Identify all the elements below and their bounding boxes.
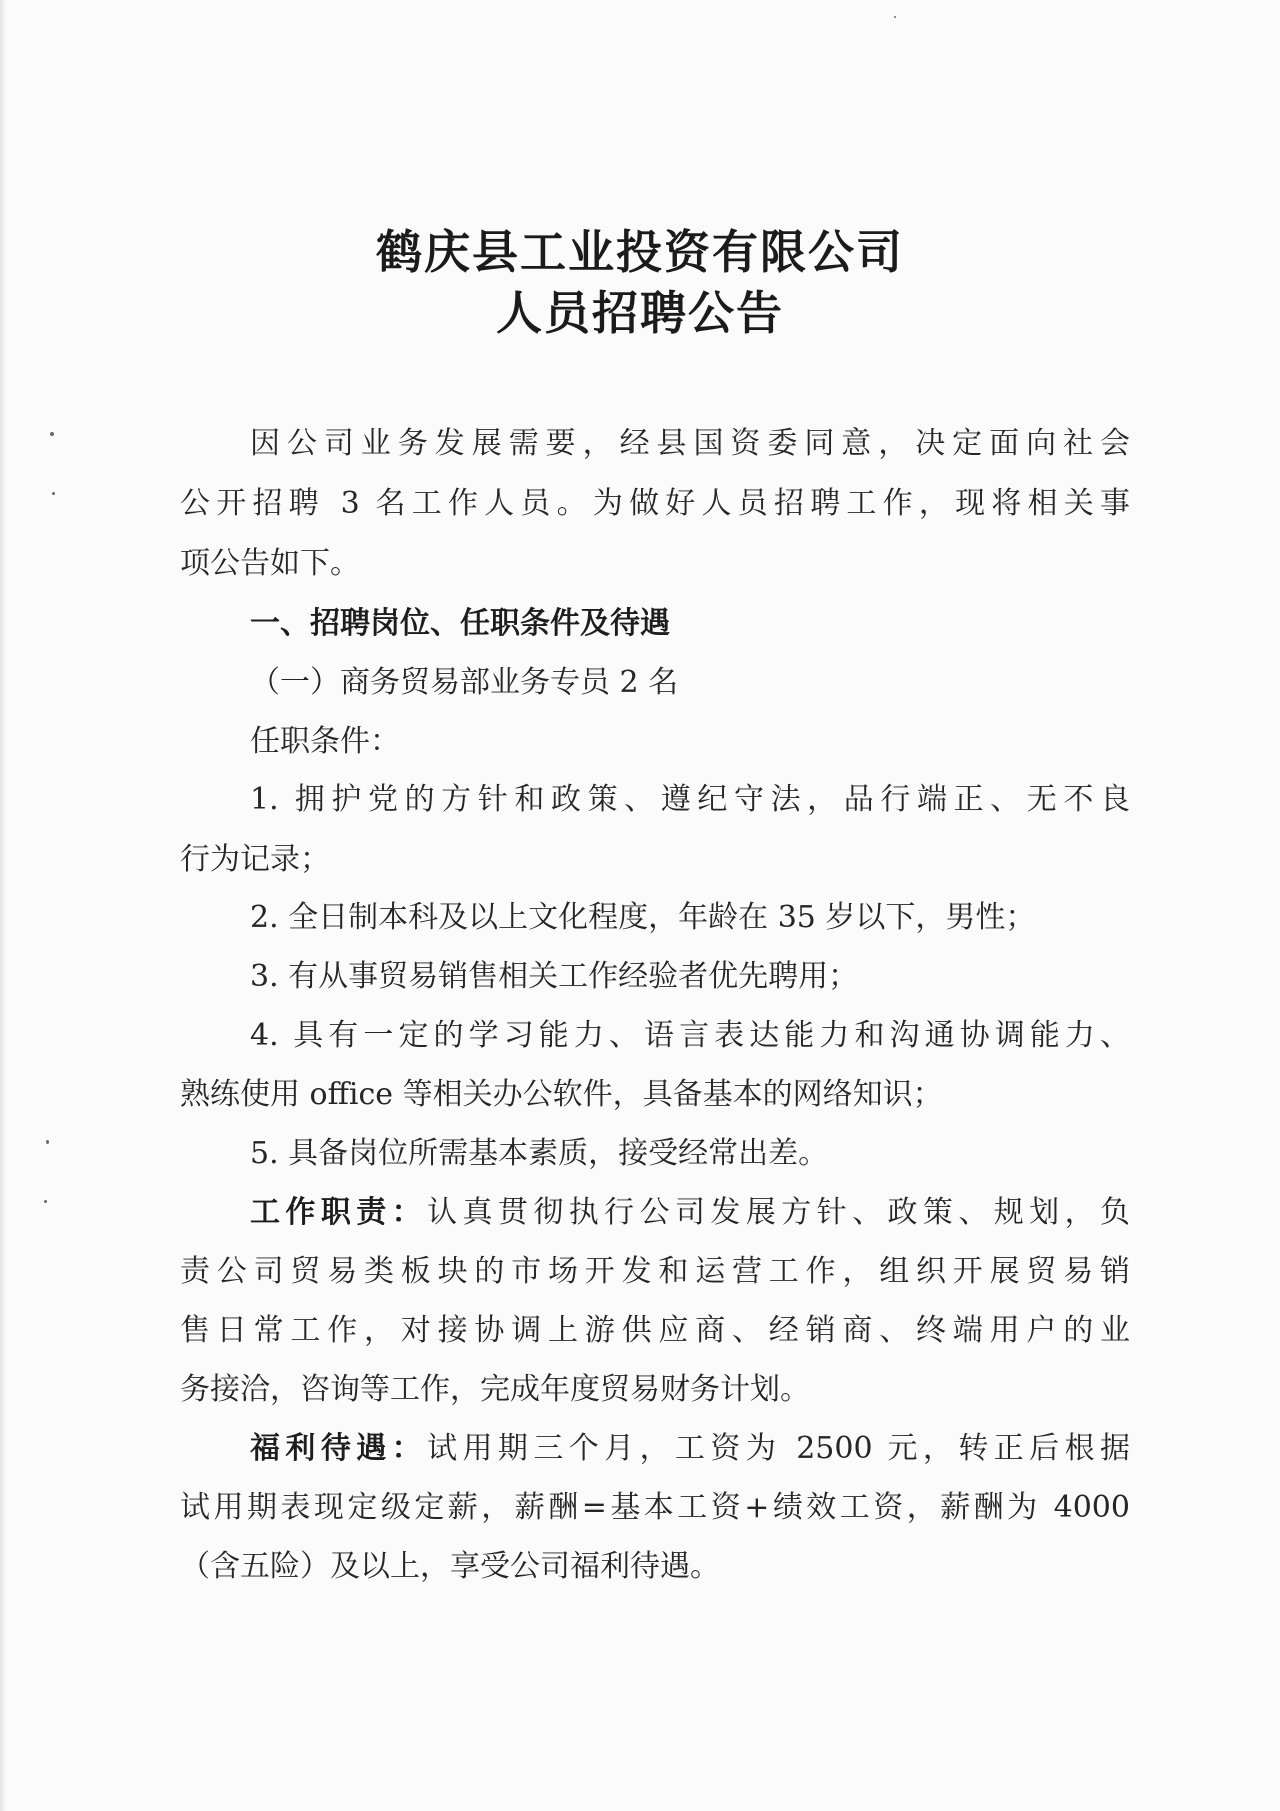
- section-heading: 一、招聘岗位、任职条件及待遇: [250, 606, 670, 641]
- duties-paragraph-line-1: [250, 1193, 1130, 1233]
- benefits-line-2: 试用期表现定级定薪，薪酬=基本工资+绩效工资，薪酬为 4000: [180, 1490, 1130, 1525]
- qualification-item-4-cont: 熟练使用 office 等相关办公软件，具备基本的网络知识；: [180, 1077, 943, 1112]
- benefits-text: 试用期三个月，工资为 2500 元，转正后根据: [427, 1431, 1131, 1466]
- qualification-item-1-cont: 行为记录；: [180, 842, 330, 877]
- duties-label: 工作职责：: [250, 1195, 428, 1230]
- duties-line-2: 责公司贸易类板块的市场开发和运营工作，组织开展贸易销: [180, 1254, 1130, 1289]
- benefits-label: 福利待遇：: [250, 1431, 428, 1466]
- benefits-paragraph-line-1: [250, 1429, 1130, 1469]
- intro-line-1: 因公司业务发展需要，经县国资委同意，决定面向社会: [250, 426, 1130, 461]
- document-title: 鹤庆县工业投资有限公司: [376, 225, 904, 279]
- scan-speck: [894, 16, 896, 18]
- duties-line-4: 务接洽，咨询等工作，完成年度贸易财务计划。: [180, 1372, 810, 1407]
- duties-text: 认真贯彻执行公司发展方针、政策、规划，负: [427, 1195, 1131, 1230]
- scan-speck: [52, 492, 55, 495]
- duties-line-3: 售日常工作，对接协调上游供应商、经销商、终端用户的业: [180, 1313, 1130, 1348]
- scan-speck: [50, 432, 54, 436]
- intro-line-3: 项公告如下。: [180, 546, 360, 581]
- intro-line-2: 公开招聘 3 名工作人员。为做好人员招聘工作，现将相关事: [180, 486, 1130, 521]
- scan-speck: [44, 1200, 47, 1203]
- qualification-item-3: 3. 有从事贸易销售相关工作经验者优先聘用；: [250, 959, 859, 994]
- benefits-line-3: （含五险）及以上，享受公司福利待遇。: [180, 1549, 720, 1584]
- qualification-item-5: 5. 具备岗位所需基本素质，接受经常出差。: [250, 1136, 829, 1171]
- qualification-item-2: 2. 全日制本科及以上文化程度，年龄在 35 岁以下，男性；: [250, 900, 1036, 935]
- position-heading: （一）商务贸易部业务专员 2 名: [250, 665, 679, 700]
- qualification-item-1: 1. 拥护党的方针和政策、遵纪守法，品行端正、无不良: [250, 782, 1130, 817]
- document-subtitle: 人员招聘公告: [496, 286, 784, 340]
- qualification-item-4: 4. 具有一定的学习能力、语言表达能力和沟通协调能力、: [250, 1018, 1130, 1053]
- qualifications-label: 任职条件：: [250, 724, 400, 759]
- scan-speck: [46, 1140, 49, 1144]
